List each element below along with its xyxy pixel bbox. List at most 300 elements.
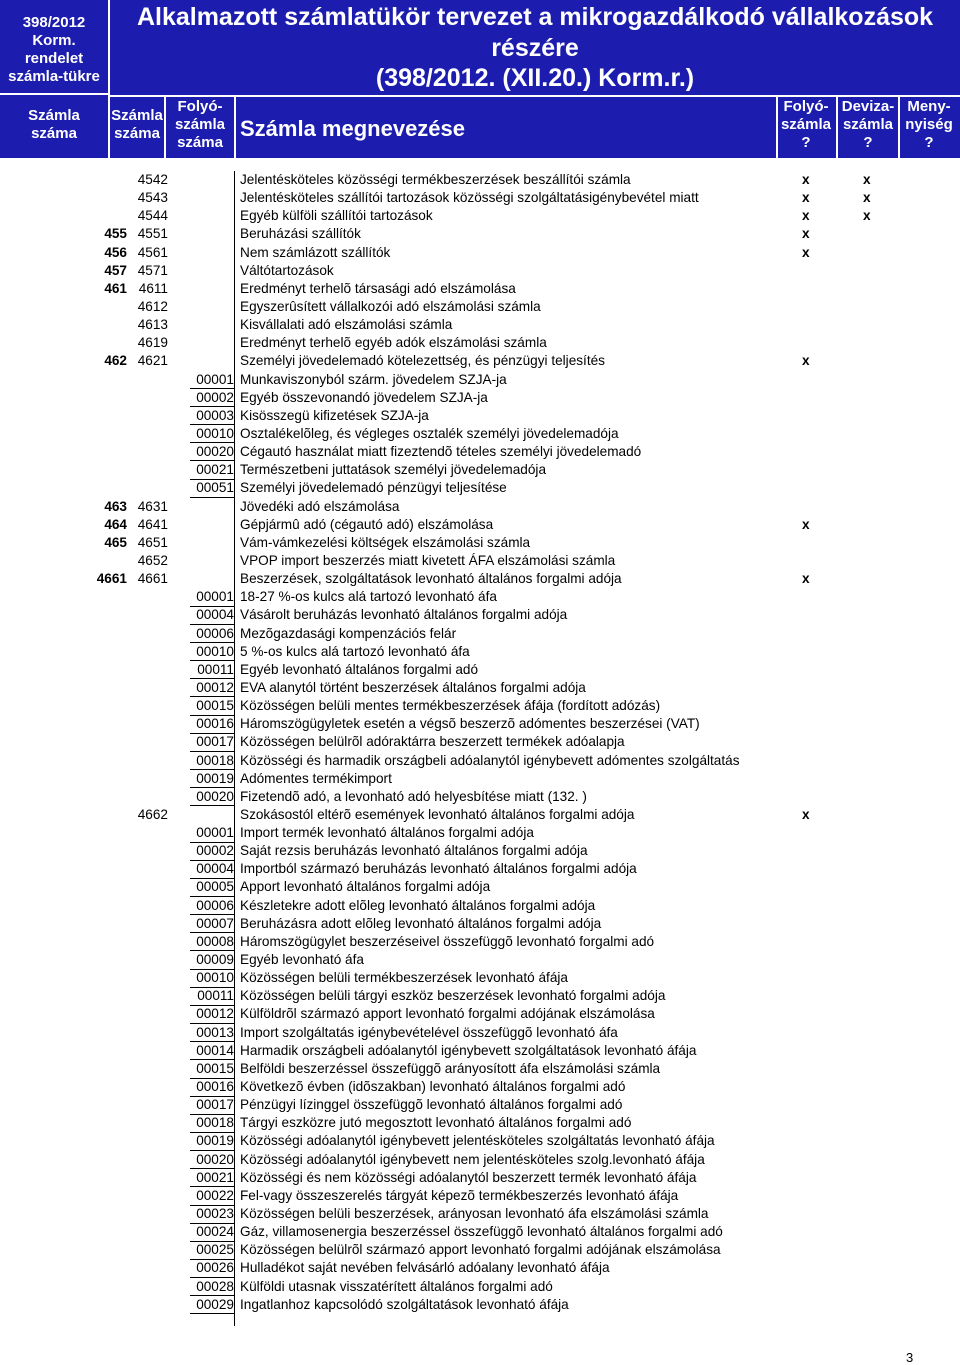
account-name: Következõ évben (idõszakban) levonható általános forgalmi adó: [240, 1079, 626, 1095]
table-row: [0, 752, 960, 770]
account-name: Munkaviszonyból szárm. jövedelem SZJA-ja: [240, 371, 507, 387]
analytic-code: 00011: [197, 661, 234, 677]
table-row: [0, 1132, 960, 1150]
table-row: [0, 479, 960, 497]
analytic-code-border: [190, 1295, 234, 1296]
col-devizaszamla-q: [838, 98, 898, 152]
account-name: Saját rezsis beruházás levonható általános forgalmi adója: [240, 843, 588, 859]
table-row: [0, 570, 960, 588]
table-row: [0, 933, 960, 951]
account-name: Adómentes termékimport: [240, 770, 392, 786]
header-divider: [0, 93, 108, 95]
decree-line: Korm.: [32, 32, 76, 49]
sub-account-code: 4619: [137, 335, 168, 351]
account-name: Mezõgazdasági kompenzációs felár: [240, 625, 457, 641]
col-label: száma: [31, 125, 77, 142]
analytic-code: 00023: [196, 1206, 234, 1222]
table-row: [0, 1278, 960, 1296]
table-row: [0, 588, 960, 606]
analytic-code-border: [190, 751, 234, 752]
main-account-code: 457: [104, 262, 127, 278]
analytic-code: 00019: [196, 770, 234, 786]
table-row: [0, 298, 960, 316]
account-name: Eredményt terhelõ egyéb adók elszámolási számla: [240, 335, 547, 351]
col-label: nyiség: [905, 116, 953, 133]
analytic-code: 00028: [196, 1278, 234, 1294]
analytic-code-border: [190, 950, 234, 951]
account-name: Közösségen belüli beszerzések, arányosan levonható áfa elszámolási számla: [240, 1206, 709, 1222]
account-name: Osztalékelõleg, és végleges osztalék személyi jövedelemadója: [240, 425, 619, 441]
table-row: [0, 1151, 960, 1169]
table-row: [0, 407, 960, 425]
analytic-code: 00018: [196, 1115, 234, 1131]
folyoszamla-mark: x: [802, 208, 810, 224]
account-name: Ingatlanhoz kapcsolódó szolgáltatások levonható áfája: [240, 1296, 569, 1312]
analytic-code-border: [190, 1241, 234, 1242]
sub-account-code: 4613: [137, 317, 168, 333]
page-number: 3: [906, 1350, 914, 1365]
account-name: VPOP import beszerzés miatt kivetett ÁFA elszámolási számla: [240, 552, 616, 568]
account-name: Beruházási szállítók: [240, 226, 361, 242]
analytic-code-border: [190, 442, 234, 443]
account-name: EVA alanytól történt beszerzések általános forgalmi adója: [240, 679, 586, 695]
account-name: Külföldrõl származó apport levonható forgalmi adójának elszámolása: [240, 1006, 655, 1022]
folyoszamla-mark: x: [802, 571, 810, 587]
analytic-code-border: [190, 406, 234, 407]
col-mennyiseg-q: [900, 98, 958, 152]
decree-label: [0, 14, 108, 86]
title-line: (398/2012. (XII.20.) Korm.r.): [375, 64, 695, 92]
header-divider: [234, 95, 236, 158]
title-line: részére: [491, 33, 579, 62]
sub-account-code: 4661: [137, 571, 168, 587]
account-name: Jelentésköteles szállítói tartozások közösségi szolgáltatásigénybevétel miatt: [240, 190, 699, 206]
account-name: Közösségen belülrõl adóraktárra beszerzett termékek adóalapja: [240, 734, 625, 750]
table-row: [0, 1114, 960, 1132]
analytic-code: 00010: [196, 970, 234, 986]
analytic-code: 00014: [196, 1042, 234, 1058]
analytic-code-border: [190, 805, 234, 806]
sub-account-code: 4652: [137, 552, 168, 568]
account-name: Egyéb összevonandó jövedelem SZJA-ja: [240, 389, 488, 405]
analytic-code: 00025: [196, 1242, 234, 1258]
folyoszamla-mark: x: [802, 516, 810, 532]
account-name: Vásárolt beruházás levonható általános forgalmi adója: [240, 607, 568, 623]
account-name: 5 %-os kulcs alá tartozó levonható áfa: [240, 643, 470, 659]
table-row: [0, 606, 960, 624]
analytic-code: 00017: [196, 734, 234, 750]
header-divider: [164, 95, 166, 158]
col-label: Deviza-: [841, 98, 895, 115]
analytic-code-border: [190, 424, 234, 425]
analytic-code: 00016: [196, 1079, 234, 1095]
table-row: [0, 262, 960, 280]
account-name: Egyszerûsített vállalkozói adó elszámolási számla: [240, 298, 541, 314]
col-folyoszamla-q: [778, 98, 834, 152]
account-name: Közösségi és nem közösségi adóalanytól beszerzett termék levonható áfája: [240, 1169, 697, 1185]
analytic-code: 00012: [196, 1006, 234, 1022]
table-row: [0, 316, 960, 334]
analytic-code: 00001: [196, 371, 234, 387]
sub-account-code: 4611: [138, 280, 168, 296]
table-row: [0, 824, 960, 842]
account-name: Import termék levonható általános forgalmi adója: [240, 825, 534, 841]
sub-account-code: 4551: [137, 226, 168, 242]
col-label: ?: [863, 134, 873, 151]
table-row: [0, 498, 960, 516]
table-row: [0, 207, 960, 225]
account-name: Háromszögügyletek esetén a végsõ beszerzõ adómentes beszerzései (VAT): [240, 716, 700, 732]
analytic-code: 00015: [196, 698, 234, 714]
analytic-code: 00020: [196, 788, 234, 804]
main-account-code: 465: [104, 534, 127, 550]
header-divider: [836, 95, 838, 158]
table-row: [0, 552, 960, 570]
table-row: [0, 969, 960, 987]
analytic-code-border: [190, 1114, 234, 1115]
account-name: Közösségi és harmadik országbeli adóalanytól igénybevett adómentes szolgáltatás: [240, 752, 740, 768]
col-label: Számla: [28, 107, 80, 124]
account-name: Gáz, villamosenergia beszerzéssel összefüggõ levonható általános forgalmi adó: [240, 1224, 723, 1240]
devizaszamla-mark: x: [863, 208, 871, 224]
table-row: [0, 625, 960, 643]
table-row: [0, 715, 960, 733]
analytic-code-border: [190, 660, 234, 661]
analytic-code-border: [190, 624, 234, 625]
table-row: [0, 897, 960, 915]
analytic-code-border: [190, 1186, 234, 1187]
analytic-code-border: [190, 388, 234, 389]
analytic-code-border: [190, 896, 234, 897]
analytic-code-border: [190, 1005, 234, 1006]
analytic-code: 00021: [196, 462, 234, 478]
table-row: [0, 842, 960, 860]
analytic-code-border: [190, 606, 234, 607]
analytic-code-border: [190, 1277, 234, 1278]
analytic-code-border: [190, 1150, 234, 1151]
analytic-code: 00006: [196, 897, 234, 913]
table-row: [0, 225, 960, 243]
table-row: [0, 352, 960, 370]
analytic-code-border: [190, 479, 234, 480]
analytic-code-border: [190, 1205, 234, 1206]
col-label: Meny-: [907, 98, 951, 115]
folyoszamla-mark: x: [802, 806, 810, 822]
analytic-code: 00008: [196, 933, 234, 949]
analytic-code: 00015: [196, 1060, 234, 1076]
analytic-code-border: [190, 460, 234, 461]
analytic-code: 00013: [196, 1024, 234, 1040]
account-name: Harmadik országbeli adóalanytól igénybevett szolgáltatások levonható áfája: [240, 1042, 697, 1058]
header-divider: [108, 0, 110, 158]
table-row: [0, 371, 960, 389]
analytic-code-border: [190, 642, 234, 643]
analytic-code: 00011: [197, 988, 234, 1004]
table-row: [0, 1060, 960, 1078]
title-line: Alkalmazott számlatükör tervezet a mikrogazdálkodó vállalkozások: [136, 3, 934, 31]
analytic-code: 00029: [196, 1296, 234, 1312]
account-name: Jelentésköteles közösségi termékbeszerzések beszállítói számla: [240, 172, 631, 187]
decree-line: 398/2012: [22, 14, 86, 31]
account-name: Közösségen belülrõl származó apport levonható forgalmi adójának elszámolása: [240, 1242, 721, 1258]
table-row: [0, 516, 960, 534]
table-row: [0, 244, 960, 262]
account-name: Jövedéki adó elszámolása: [240, 498, 400, 514]
table-row: [0, 1042, 960, 1060]
analytic-code-border: [190, 696, 234, 697]
sub-account-code: 4542: [137, 172, 168, 187]
table-row: [0, 697, 960, 715]
account-name: Közösségi adóalanytól igénybevett jelentésköteles szolgáltatás levonható áfája: [240, 1133, 715, 1149]
analytic-code: 00010: [196, 643, 234, 659]
main-account-code: 463: [104, 498, 127, 514]
table-row: [0, 280, 960, 298]
account-name: Apport levonható általános forgalmi adója: [240, 879, 491, 895]
account-name: Háromszögügylet beszerzéseivel összefüggõ levonható forgalmi adó: [240, 933, 655, 949]
account-list: [0, 171, 960, 1314]
col-label: száma: [114, 125, 160, 142]
col-szamla-szama-2: [110, 107, 164, 143]
table-row: [0, 189, 960, 207]
table-row: [0, 1205, 960, 1223]
col-label: számla: [842, 116, 894, 133]
table-row: [0, 643, 960, 661]
page-title: [110, 2, 960, 94]
analytic-code-border: [190, 769, 234, 770]
col-label: Számla: [111, 107, 163, 124]
account-name: Eredményt terhelõ társasági adó elszámolása: [240, 280, 516, 296]
col-megnevezes: [240, 116, 465, 142]
analytic-code: 00020: [196, 444, 234, 460]
table-row: [0, 1005, 960, 1023]
table-row: [0, 534, 960, 552]
analytic-code: 00012: [196, 679, 234, 695]
table-row: [0, 987, 960, 1005]
account-name: Belföldi beszerzéssel összefüggõ arányosított áfa elszámolási számla: [240, 1060, 661, 1076]
account-name: Egyéb külföli szállítói tartozások: [240, 208, 433, 224]
analytic-code-border: [190, 1023, 234, 1024]
analytic-code: 00018: [196, 752, 234, 768]
analytic-code-border: [190, 1259, 234, 1260]
account-name: Beruházásra adott elõleg levonható általános forgalmi adója: [240, 915, 602, 931]
analytic-code-border: [190, 969, 234, 970]
col-label: számla: [780, 116, 832, 133]
table-row: [0, 733, 960, 751]
account-name: Közösségen belüli mentes termékbeszerzések áfája (fordított adózás): [240, 698, 661, 714]
sub-account-code: 4651: [137, 534, 168, 550]
analytic-code: 00024: [196, 1224, 234, 1240]
account-name: Fel-vagy összeszerelés tárgyát képezõ termékbeszerzés levonható áfája: [240, 1187, 679, 1203]
analytic-code-border: [190, 715, 234, 716]
table-row: [0, 1078, 960, 1096]
analytic-code: 00002: [196, 389, 234, 405]
analytic-code: 00004: [196, 607, 234, 623]
account-name: Fizetendõ adó, a levonható adó helyesbítése miatt (132. ): [240, 788, 587, 804]
account-name: Külföldi utasnak visszatérített általános forgalmi adó: [240, 1278, 553, 1294]
table-row: [0, 806, 960, 824]
table-row: [0, 443, 960, 461]
account-name: Váltótartozások: [240, 262, 334, 278]
analytic-code: 00010: [196, 425, 234, 441]
decree-line: rendelet: [24, 50, 84, 67]
table-row: [0, 1096, 960, 1114]
devizaszamla-mark: x: [863, 190, 871, 206]
col-label: számla: [174, 116, 226, 133]
account-name: Gépjármû adó (cégautó adó) elszámolása: [240, 516, 494, 532]
account-name: Tárgyi eszközre jutó megosztott levonható általános forgalmi adó: [240, 1115, 632, 1131]
analytic-code-border: [190, 678, 234, 679]
analytic-code-border: [190, 1078, 234, 1079]
account-name: Beszerzések, szolgáltatások levonható általános forgalmi adója: [240, 571, 622, 587]
analytic-code: 00005: [196, 879, 234, 895]
account-name: Egyéb levonható áfa: [240, 952, 364, 968]
table-row: [0, 661, 960, 679]
folyoszamla-mark: x: [802, 172, 810, 187]
analytic-code-border: [190, 932, 234, 933]
analytic-code-border: [190, 860, 234, 861]
table-row: [0, 1223, 960, 1241]
header-divider: [110, 95, 960, 97]
table-row: [0, 788, 960, 806]
account-name: Személyi jövedelemadó kötelezettség, és pénzügyi teljesítés: [240, 353, 605, 369]
analytic-code-border: [190, 1059, 234, 1060]
account-name: Személyi jövedelemadó pénzügyi teljesítése: [240, 480, 507, 496]
sub-account-code: 4631: [137, 498, 168, 514]
table-row: [0, 461, 960, 479]
col-folyoszamla-szama: [166, 98, 234, 152]
col-label: Számla megnevezése: [240, 116, 466, 141]
col-label: száma: [177, 134, 223, 151]
table-row: [0, 171, 960, 189]
decree-line: számla-tükre: [8, 68, 100, 85]
account-name: Import szolgáltatás igénybevételével összefüggõ levonható áfa: [240, 1024, 618, 1040]
analytic-code: 00007: [196, 915, 234, 931]
analytic-code-border: [190, 787, 234, 788]
analytic-code: 00019: [196, 1133, 234, 1149]
analytic-code: 00001: [196, 825, 234, 841]
analytic-code: 00002: [196, 843, 234, 859]
account-name: Vám-vámkezelési költségek elszámolási számla: [240, 534, 531, 550]
table-row: [0, 1187, 960, 1205]
analytic-code: 00003: [196, 407, 234, 423]
analytic-code-border: [190, 1132, 234, 1133]
account-name: Kisvállalati adó elszámolási számla: [240, 317, 453, 333]
account-name: Közösségi adóalanytól igénybevett nem jelentésköteles szolg.levonható áfája: [240, 1151, 705, 1167]
analytic-code-border: [190, 733, 234, 734]
analytic-code: 00021: [196, 1169, 234, 1185]
analytic-code: 00051: [196, 480, 234, 496]
devizaszamla-mark: x: [863, 172, 871, 187]
analytic-code-border: [190, 914, 234, 915]
analytic-code: 00017: [196, 1097, 234, 1113]
analytic-code: 00020: [196, 1151, 234, 1167]
analytic-code: 00006: [196, 625, 234, 641]
table-header: [0, 0, 960, 158]
sub-account-code: 4561: [137, 244, 168, 260]
col-label: Folyó-: [177, 98, 223, 115]
account-name: Kisösszegü kifizetések SZJA-ja: [240, 407, 429, 423]
sub-account-code: 4571: [137, 262, 168, 278]
header-divider: [776, 95, 778, 158]
table-row: [0, 389, 960, 407]
analytic-code: 00026: [196, 1260, 234, 1276]
account-name: Szokásostól eltérõ események levonható általános forgalmi adója: [240, 806, 635, 822]
col-szamla-szama-1: [0, 107, 108, 143]
analytic-code-border: [190, 1313, 234, 1314]
sub-account-code: 4612: [137, 298, 168, 314]
analytic-code-border: [190, 1096, 234, 1097]
analytic-code-border: [190, 1041, 234, 1042]
analytic-code-border: [190, 878, 234, 879]
analytic-code-border: [190, 1223, 234, 1224]
table-row: [0, 951, 960, 969]
table-row: [0, 679, 960, 697]
sub-account-code: 4662: [137, 806, 168, 822]
analytic-code: 00009: [196, 952, 234, 968]
main-account-code: 4661: [96, 571, 127, 587]
main-account-code: 462: [104, 353, 127, 369]
sub-account-code: 4641: [137, 516, 168, 532]
account-name: Hulladékot saját nevében felvásárló adóalany levonható áfája: [240, 1260, 610, 1276]
account-name: Közösségen belüli termékbeszerzések levonható áfája: [240, 970, 568, 986]
table-row: [0, 1241, 960, 1259]
analytic-code: 00004: [196, 861, 234, 877]
col-label: Folyó-: [783, 98, 829, 115]
account-name: Nem számlázott szállítók: [240, 244, 391, 260]
account-name: Importból származó beruházás levonható általános forgalmi adója: [240, 861, 637, 877]
table-row: [0, 1259, 960, 1277]
table-row: [0, 1296, 960, 1314]
table-row: [0, 770, 960, 788]
analytic-code: 00016: [196, 716, 234, 732]
account-name: Pénzügyi lízinggel összefüggõ levonható általános forgalmi adó: [240, 1097, 623, 1113]
sub-account-code: 4544: [137, 208, 168, 224]
folyoszamla-mark: x: [802, 226, 810, 242]
folyoszamla-mark: x: [802, 244, 810, 260]
table-row: [0, 1169, 960, 1187]
col-label: ?: [801, 134, 811, 151]
analytic-code-border: [190, 842, 234, 843]
analytic-code: 00022: [196, 1187, 234, 1203]
analytic-code-border: [190, 497, 234, 498]
account-name: Cégautó használat miatt fizeztendõ tételes személyi jövedelemadó: [240, 444, 642, 460]
account-name: Természetbeni juttatások személyi jövedelemadója: [240, 462, 547, 478]
main-account-code: 455: [104, 226, 127, 242]
table-row: [0, 1024, 960, 1042]
analytic-code: 00001: [196, 589, 234, 605]
folyoszamla-mark: x: [802, 190, 810, 206]
header-divider: [898, 95, 900, 158]
account-name: Közösségen belüli tárgyi eszköz beszerzések levonható forgalmi adója: [240, 988, 666, 1004]
account-name: Egyéb levonható általános forgalmi adó: [240, 661, 479, 677]
table-row: [0, 878, 960, 896]
analytic-code-border: [190, 1168, 234, 1169]
sub-account-code: 4543: [137, 190, 168, 206]
col-label: ?: [924, 134, 934, 151]
analytic-code-border: [190, 987, 234, 988]
account-name: 18-27 %-os kulcs alá tartozó levonható áfa: [240, 589, 497, 605]
sub-account-code: 4621: [137, 353, 168, 369]
table-row: [0, 425, 960, 443]
table-row: [0, 915, 960, 933]
main-account-code: 464: [104, 516, 127, 532]
table-row: [0, 334, 960, 352]
main-account-code: 456: [104, 244, 127, 260]
folyoszamla-mark: x: [802, 353, 810, 369]
main-account-code: 461: [104, 280, 127, 296]
account-name: Készletekre adott elõleg levonható általános forgalmi adója: [240, 897, 596, 913]
table-row: [0, 860, 960, 878]
